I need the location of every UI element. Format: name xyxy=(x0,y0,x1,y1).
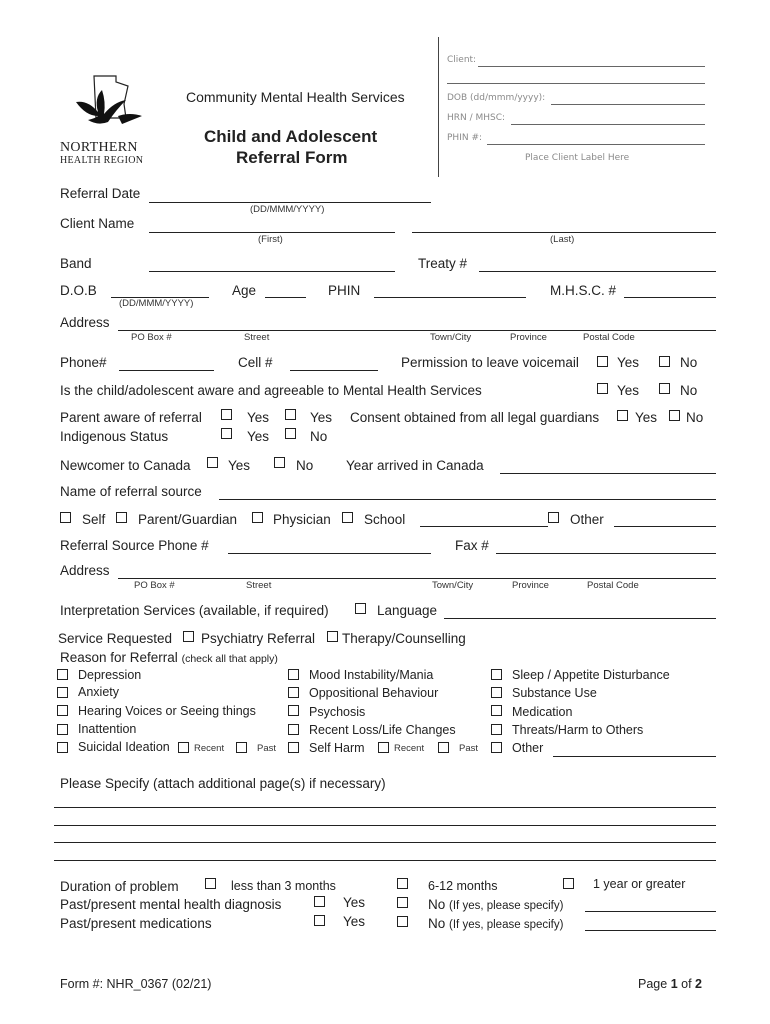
indigenous-no-label: No xyxy=(310,429,328,444)
reason-item: Recent Loss/Life Changes xyxy=(309,723,456,737)
mhsc-input[interactable] xyxy=(624,297,716,298)
reason-checkbox[interactable] xyxy=(288,705,299,716)
diagnosis-no-checkbox[interactable] xyxy=(397,897,408,908)
reason-checkbox[interactable] xyxy=(491,705,502,716)
reason-checkbox[interactable] xyxy=(491,669,502,680)
specify-line-4[interactable] xyxy=(54,860,716,861)
self-harm-past-checkbox[interactable] xyxy=(438,742,449,753)
therapy-checkbox[interactable] xyxy=(327,631,338,642)
self-checkbox[interactable] xyxy=(60,512,71,523)
suicidal-recent-checkbox[interactable] xyxy=(178,742,189,753)
physician-checkbox[interactable] xyxy=(252,512,263,523)
voicemail-yes-checkbox[interactable] xyxy=(597,356,608,367)
page-total: 2 xyxy=(695,977,702,991)
phone-label: Phone# xyxy=(60,355,107,370)
duration-label: Duration of problem xyxy=(60,879,179,894)
dob-label: D.O.B xyxy=(60,283,97,298)
reason-item: Threats/Harm to Others xyxy=(512,723,644,737)
treaty-label: Treaty # xyxy=(418,256,468,271)
language-input[interactable] xyxy=(444,618,716,619)
parent-aware-yes2-label: Yes xyxy=(310,410,333,425)
consent-yes-checkbox[interactable] xyxy=(617,410,628,421)
school-checkbox[interactable] xyxy=(342,512,353,523)
age-input[interactable] xyxy=(265,297,306,298)
reason-item: Suicidal Ideation xyxy=(78,740,170,754)
cell-label: Cell # xyxy=(238,355,273,370)
language-label: Language xyxy=(377,603,438,618)
page-of: of xyxy=(681,977,692,991)
indigenous-label: Indigenous Status xyxy=(60,429,169,444)
self-harm-recent-checkbox[interactable] xyxy=(378,742,389,753)
client-input[interactable] xyxy=(478,66,705,67)
form-number: Form #: NHR_0367 (02/21) xyxy=(60,977,212,991)
form-title-line2: Referral Form xyxy=(236,148,348,167)
reason-item: Mood Instability/Mania xyxy=(309,668,434,682)
address-input[interactable] xyxy=(118,330,716,331)
client-phin-label: PHIN #: xyxy=(447,133,483,143)
diagnosis-yes-checkbox[interactable] xyxy=(314,896,325,907)
reason-checkbox[interactable] xyxy=(57,705,68,716)
reason-checkbox[interactable] xyxy=(491,742,502,753)
source-phone-input[interactable] xyxy=(228,553,431,554)
self-harm-past-label: Past xyxy=(459,743,479,754)
diagnosis-no-text: No xyxy=(428,897,446,912)
referral-date-label: Referral Date xyxy=(60,186,141,201)
referral-date-input[interactable] xyxy=(149,202,431,203)
aware-no-label: No xyxy=(680,383,698,398)
voicemail-no-label: No xyxy=(680,355,698,370)
suicidal-recent-label: Recent xyxy=(194,743,225,754)
reason-checkbox[interactable] xyxy=(57,742,68,753)
client-hrn-label: HRN / MHSC: xyxy=(447,113,506,123)
year-arrived-label: Year arrived in Canada xyxy=(346,458,484,473)
reason-item: Other xyxy=(512,741,544,755)
reason-label xyxy=(60,650,278,665)
reason-item: Medication xyxy=(512,705,573,719)
parent-guardian-label: Parent/Guardian xyxy=(138,512,238,527)
m6-12-label: 6-12 months xyxy=(428,879,498,893)
reason-checkbox[interactable] xyxy=(491,687,502,698)
year-plus-checkbox[interactable] xyxy=(563,878,574,889)
newcomer-no-checkbox[interactable] xyxy=(274,457,285,468)
school-label: School xyxy=(364,512,406,527)
suicidal-past-checkbox[interactable] xyxy=(236,742,247,753)
reason-note: (check all that apply) xyxy=(181,653,278,665)
newcomer-yes-checkbox[interactable] xyxy=(207,457,218,468)
other-source-input[interactable] xyxy=(614,526,716,527)
specify-line-3[interactable] xyxy=(54,842,716,843)
consent-no-label: No xyxy=(686,410,704,425)
phone-input[interactable] xyxy=(119,370,214,371)
client-name-label: Client Name xyxy=(60,216,135,231)
reason-item: Anxiety xyxy=(78,685,119,699)
indigenous-yes-label: Yes xyxy=(247,429,270,444)
client-dob-input[interactable] xyxy=(551,104,705,105)
year-arrived-input[interactable] xyxy=(500,473,716,474)
source-town-hint: Town/City xyxy=(432,580,474,591)
client-label-hint: Place Client Label Here xyxy=(525,153,630,163)
service-name: Community Mental Health Services xyxy=(186,89,405,105)
medications-no-checkbox[interactable] xyxy=(397,916,408,927)
language-checkbox[interactable] xyxy=(355,603,366,614)
source-phone-label: Referral Source Phone # xyxy=(60,538,209,553)
consent-yes-label: Yes xyxy=(635,410,658,425)
reason-item: Depression xyxy=(78,668,142,682)
page-prefix: Page xyxy=(638,977,668,991)
fax-input[interactable] xyxy=(496,553,716,554)
source-address-label: Address xyxy=(60,563,110,578)
age-label: Age xyxy=(232,283,257,298)
page-number: 1 xyxy=(670,977,678,991)
form-title-line1: Child and Adolescent xyxy=(204,127,378,146)
physician-label: Physician xyxy=(273,512,331,527)
service-requested-label: Service Requested xyxy=(58,631,173,646)
manitoba-map-icon xyxy=(68,72,158,142)
band-label: Band xyxy=(60,256,92,271)
org-name: NORTHERN xyxy=(60,140,138,155)
last-name-hint: (Last) xyxy=(550,234,575,245)
reason-checkbox[interactable] xyxy=(288,742,299,753)
specify-line-1[interactable] xyxy=(54,807,716,808)
client-phin-input[interactable] xyxy=(487,144,705,145)
diagnosis-specify-input[interactable] xyxy=(585,911,716,912)
source-province-hint: Province xyxy=(512,580,549,591)
phin-input[interactable] xyxy=(374,297,526,298)
dob-format: (DD/MMM/YYYY) xyxy=(119,298,194,309)
source-street-hint: Street xyxy=(246,580,272,591)
psychiatry-label: Psychiatry Referral xyxy=(201,631,316,646)
parent-guardian-checkbox[interactable] xyxy=(116,512,127,523)
logo xyxy=(68,72,158,142)
reason-item: Psychosis xyxy=(309,705,366,719)
fax-label: Fax # xyxy=(455,538,489,553)
aware-no-checkbox[interactable] xyxy=(659,383,670,394)
reason-item: Self Harm xyxy=(309,741,365,755)
newcomer-label: Newcomer to Canada xyxy=(60,458,191,473)
indigenous-yes-checkbox[interactable] xyxy=(221,428,232,439)
parent-aware-label: Parent aware of referral xyxy=(60,410,202,425)
medications-no-text: No xyxy=(428,916,446,931)
medications-yes-checkbox[interactable] xyxy=(314,915,325,926)
parent-aware-yes-label: Yes xyxy=(247,410,270,425)
address-po-hint: PO Box # xyxy=(131,332,172,343)
reason-checkbox[interactable] xyxy=(288,669,299,680)
reason-checkbox[interactable] xyxy=(57,687,68,698)
aware-label: Is the child/adolescent aware and agreeable to Mental Health Services xyxy=(60,383,482,398)
reason-checkbox[interactable] xyxy=(288,687,299,698)
address-label: Address xyxy=(60,315,110,330)
other-source-checkbox[interactable] xyxy=(548,512,559,523)
client-label: Client: xyxy=(447,55,477,65)
org-subname: HEALTH REGION xyxy=(60,155,144,166)
less3-label: less than 3 months xyxy=(231,879,336,893)
reason-checkbox[interactable] xyxy=(57,724,68,735)
indigenous-no-checkbox[interactable] xyxy=(285,428,296,439)
first-name-input[interactable] xyxy=(149,232,395,233)
reason-item: Sleep / Appetite Disturbance xyxy=(512,668,670,682)
last-name-input[interactable] xyxy=(412,232,716,233)
source-po-hint: PO Box # xyxy=(134,580,175,591)
reason-title: Reason for Referral xyxy=(60,650,178,665)
parent-aware-yes2-checkbox[interactable] xyxy=(285,409,296,420)
page-indicator xyxy=(638,977,702,991)
treaty-input[interactable] xyxy=(479,271,716,272)
address-province-hint: Province xyxy=(510,332,547,343)
psychiatry-checkbox[interactable] xyxy=(183,631,194,642)
newcomer-yes-label: Yes xyxy=(228,458,251,473)
diagnosis-yes-label: Yes xyxy=(343,895,366,910)
client-dob-label: DOB (dd/mmm/yyyy): xyxy=(447,93,546,103)
less3-checkbox[interactable] xyxy=(205,878,216,889)
source-name-input[interactable] xyxy=(219,499,716,500)
reason-item: Hearing Voices or Seeing things xyxy=(78,704,256,718)
reason-checkbox[interactable] xyxy=(57,669,68,680)
newcomer-no-label: No xyxy=(296,458,314,473)
other-source-label: Other xyxy=(570,512,604,527)
self-harm-recent-label: Recent xyxy=(394,743,425,754)
reason-item: Oppositional Behaviour xyxy=(309,686,439,700)
diagnosis-label: Past/present mental health diagnosis xyxy=(60,897,282,912)
medications-if-yes: (If yes, please specify) xyxy=(449,919,564,931)
please-specify-label: Please Specify (attach additional page(s) if necessary) xyxy=(60,776,386,791)
diagnosis-no-label xyxy=(428,897,563,912)
reason-checkbox[interactable] xyxy=(491,724,502,735)
voicemail-yes-label: Yes xyxy=(617,355,640,370)
medications-specify-input[interactable] xyxy=(585,930,716,931)
client-hrn-input[interactable] xyxy=(511,124,705,125)
first-name-hint: (First) xyxy=(258,234,283,245)
medications-yes-label: Yes xyxy=(343,914,366,929)
referral-date-format: (DD/MMM/YYYY) xyxy=(250,204,325,215)
self-label: Self xyxy=(82,512,106,527)
reason-item: Inattention xyxy=(78,722,137,736)
parent-aware-yes-checkbox[interactable] xyxy=(221,409,232,420)
source-address-input[interactable] xyxy=(118,578,716,579)
address-postal-hint: Postal Code xyxy=(583,332,635,343)
source-name-label: Name of referral source xyxy=(60,484,202,499)
voicemail-label: Permission to leave voicemail xyxy=(401,355,579,370)
medications-label: Past/present medications xyxy=(60,916,212,931)
suicidal-past-label: Past xyxy=(257,743,277,754)
mhsc-label: M.H.S.C. # xyxy=(550,283,617,298)
band-input[interactable] xyxy=(149,271,395,272)
client-label-box-divider xyxy=(438,37,439,177)
diagnosis-if-yes: (If yes, please specify) xyxy=(449,900,564,912)
aware-yes-label: Yes xyxy=(617,383,640,398)
address-town-hint: Town/City xyxy=(430,332,472,343)
consent-label: Consent obtained from all legal guardians xyxy=(350,410,600,425)
consent-no-checkbox[interactable] xyxy=(669,410,680,421)
m6-12-checkbox[interactable] xyxy=(397,878,408,889)
voicemail-no-checkbox[interactable] xyxy=(659,356,670,367)
medications-no-label xyxy=(428,916,563,931)
reason-checkbox[interactable] xyxy=(288,724,299,735)
therapy-label: Therapy/Counselling xyxy=(342,631,466,646)
year-plus-label: 1 year or greater xyxy=(593,877,686,891)
school-name-input[interactable] xyxy=(420,526,548,527)
cell-input[interactable] xyxy=(290,370,378,371)
specify-line-2[interactable] xyxy=(54,825,716,826)
reason-other-input[interactable] xyxy=(553,756,716,757)
address-street-hint: Street xyxy=(244,332,270,343)
aware-yes-checkbox[interactable] xyxy=(597,383,608,394)
reason-item: Substance Use xyxy=(512,686,597,700)
phin-label: PHIN xyxy=(328,283,361,298)
interpretation-label: Interpretation Services (available, if required) xyxy=(60,603,329,618)
client-input-2[interactable] xyxy=(447,83,705,84)
source-postal-hint: Postal Code xyxy=(587,580,639,591)
